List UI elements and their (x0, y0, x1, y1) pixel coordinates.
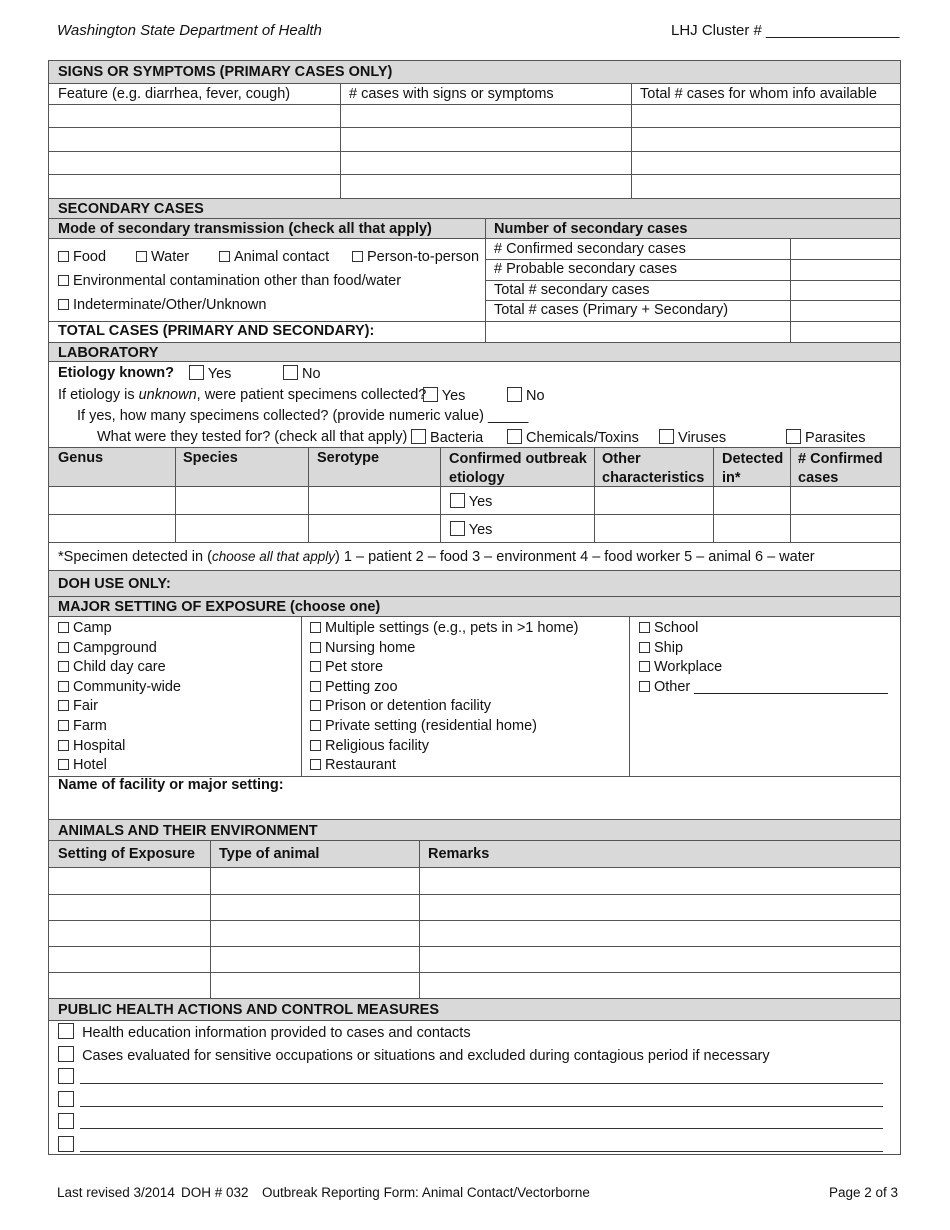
setting-option-label: Restaurant (325, 757, 396, 774)
setting-checkbox[interactable] (310, 720, 321, 731)
setting-option-label: Camp (73, 620, 112, 636)
mode-person-option[interactable] (352, 249, 479, 265)
col-genus: Genus (58, 450, 104, 466)
setting-option[interactable] (639, 658, 888, 678)
probable-secondary-input[interactable] (791, 260, 900, 279)
bacteria-label: Bacteria (430, 430, 484, 446)
col-species: Species (183, 450, 238, 466)
animal-label: Animal contact (234, 249, 330, 265)
action-other-2[interactable] (58, 1091, 74, 1109)
setting-checkbox[interactable] (639, 642, 650, 653)
setting-checkbox[interactable] (58, 681, 69, 692)
facility-name-input[interactable] (289, 777, 889, 817)
setting-checkbox[interactable] (310, 681, 321, 692)
col-serotype: Serotype (317, 450, 380, 466)
setting-option[interactable] (58, 717, 181, 737)
total-primary-secondary-label: TOTAL CASES (PRIMARY AND SECONDARY): (58, 323, 375, 339)
setting-option-label: Nursing home (325, 639, 416, 656)
bacteria-option[interactable] (411, 429, 483, 446)
col-setting-exposure: Setting of Exposure (58, 846, 195, 862)
action-other-1[interactable] (58, 1068, 74, 1086)
actions-section-header: PUBLIC HEALTH ACTIONS AND CONTROL MEASURES (49, 998, 900, 1021)
setting-option-label: Ship (654, 639, 684, 656)
setting-option[interactable] (58, 639, 181, 659)
parasites-option[interactable] (786, 429, 865, 446)
food-label: Food (73, 249, 107, 265)
setting-checkbox[interactable] (58, 720, 69, 731)
setting-option[interactable] (58, 756, 181, 776)
confirmed-secondary-label: # Confirmed secondary cases (494, 241, 686, 257)
setting-option[interactable] (639, 619, 888, 639)
specimens-yes-option[interactable] (423, 387, 465, 404)
confirmed-secondary-input[interactable] (791, 240, 900, 259)
other-action-4-checkbox[interactable] (58, 1136, 74, 1152)
health-education-label: Health education information provided to cases and contacts (82, 1025, 471, 1041)
total-secondary-input[interactable] (791, 281, 900, 300)
setting-option[interactable] (310, 639, 578, 659)
action-other-3[interactable] (58, 1113, 74, 1131)
setting-column-1 (58, 619, 181, 776)
setting-section-header: MAJOR SETTING OF EXPOSURE (choose one) (49, 597, 900, 617)
setting-option-label: Other ________________________ (654, 678, 888, 695)
setting-option[interactable] (310, 717, 578, 737)
animal-checkbox[interactable] (219, 251, 230, 262)
col-total-cases-info: Total # cases for whom info available (640, 86, 877, 102)
other-action-3-line[interactable] (80, 1128, 883, 1129)
col-feature: Feature (e.g. diarrhea, fever, cough) (58, 86, 291, 102)
other-action-2-checkbox[interactable] (58, 1091, 74, 1107)
setting-checkbox[interactable] (310, 740, 321, 751)
mode-indeterminate-option[interactable] (58, 297, 266, 313)
animal-row[interactable] (49, 869, 900, 894)
animal-row[interactable] (49, 921, 900, 946)
specimens-no-checkbox[interactable] (507, 387, 522, 402)
setting-option-label: Multiple settings (e.g., pets in >1 home) (325, 620, 579, 636)
setting-checkbox[interactable] (310, 622, 321, 633)
chemicals-checkbox[interactable] (507, 429, 522, 444)
chemicals-label: Chemicals/Toxins (526, 430, 639, 446)
agency-name: Washington State Department of Health (57, 22, 322, 39)
etiology-no-option[interactable] (283, 365, 321, 382)
footer-page-number: Page 2 of 3 (829, 1185, 899, 1200)
setting-option[interactable] (310, 737, 578, 757)
setting-option-label: Fair (73, 698, 98, 715)
person-checkbox[interactable] (352, 251, 363, 262)
bacteria-checkbox[interactable] (411, 429, 426, 444)
lab-row-2-yes-checkbox[interactable] (450, 521, 465, 536)
setting-checkbox[interactable] (58, 759, 69, 770)
viruses-label: Viruses (678, 430, 727, 446)
setting-option-label: Religious facility (325, 737, 429, 754)
setting-column-2 (310, 619, 578, 776)
sensitive-occupations-checkbox[interactable] (58, 1046, 74, 1062)
number-secondary-header: Number of secondary cases (494, 221, 688, 237)
other-action-3-checkbox[interactable] (58, 1113, 74, 1129)
health-education-checkbox[interactable] (58, 1023, 74, 1039)
etiology-yes-label: Yes (207, 366, 232, 382)
setting-option[interactable] (58, 658, 181, 678)
setting-option[interactable] (310, 678, 578, 698)
footer-doh-number: DOH # 032 (181, 1185, 249, 1200)
lab-row-1-yes-checkbox[interactable] (450, 493, 465, 508)
footer-revised: Last revised 3/2014 (57, 1185, 175, 1200)
total-cases-label: Total # cases (Primary + Secondary) (494, 302, 729, 318)
setting-option-label: Hospital (73, 737, 126, 754)
setting-checkbox[interactable] (58, 661, 69, 672)
setting-option[interactable] (58, 619, 181, 639)
setting-option-label: Hotel (73, 757, 107, 774)
lab-row-2-yes-label: Yes (468, 522, 493, 538)
setting-option-label: School (654, 620, 699, 636)
environmental-label: Environmental contamination other than food/water (73, 273, 402, 289)
etiology-no-label: No (302, 366, 321, 382)
indeterminate-label: Indeterminate/Other/Unknown (73, 297, 267, 313)
specimen-detected-footnote: *Specimen detected in (choose all that apply) 1 – patient 2 – food 3 – environment 4 – food worker 5 – animal 6 – water (58, 549, 815, 565)
setting-option-label: Community-wide (73, 678, 181, 695)
setting-option[interactable] (58, 697, 181, 717)
symptom-row[interactable] (49, 105, 340, 127)
setting-option-label: Petting zoo (325, 678, 398, 695)
etiology-known-label: Etiology known? (58, 365, 174, 381)
specimens-no-label: No (526, 388, 545, 404)
other-action-1-checkbox[interactable] (58, 1068, 74, 1084)
setting-option-label: Prison or detention facility (325, 698, 492, 715)
setting-checkbox[interactable] (310, 759, 321, 770)
specimens-yes-checkbox[interactable] (423, 387, 438, 402)
specimens-collected-question: If etiology is unknown, were patient specimens collected? (58, 387, 427, 403)
sensitive-occupations-label: Cases evaluated for sensitive occupations or situations and excluded during contagious period if necessary (82, 1048, 770, 1064)
indeterminate-checkbox[interactable] (58, 299, 69, 310)
mode-food-option[interactable] (58, 249, 106, 265)
setting-checkbox[interactable] (639, 661, 650, 672)
facility-name-label: Name of facility or major setting: (58, 777, 284, 793)
total-secondary-label: Total # secondary cases (494, 282, 650, 298)
other-action-1-line[interactable] (80, 1083, 883, 1084)
col-remarks: Remarks (428, 846, 490, 862)
etiology-yes-checkbox[interactable] (189, 365, 204, 380)
setting-checkbox[interactable] (58, 700, 69, 711)
total-primary-secondary-input[interactable] (791, 322, 900, 341)
setting-option-label: Private setting (residential home) (325, 717, 537, 734)
col-detected-in: Detected in* (722, 451, 784, 486)
symptom-row[interactable] (49, 152, 340, 174)
symptom-row[interactable] (49, 175, 340, 197)
symptom-row[interactable] (49, 128, 340, 150)
footer-form-name: Outbreak Reporting Form: Animal Contact/Vectorborne (262, 1185, 590, 1200)
setting-option[interactable] (310, 658, 578, 678)
lab-row-2-yes-option[interactable] (450, 521, 492, 538)
setting-checkbox[interactable] (310, 642, 321, 653)
etiology-no-checkbox[interactable] (283, 365, 298, 380)
total-cases-input[interactable] (791, 301, 900, 320)
symptoms-section-header: SIGNS OR SYMPTOMS (PRIMARY CASES ONLY) (49, 61, 900, 84)
setting-option-label: Pet store (325, 659, 384, 676)
mode-environmental-option[interactable] (58, 273, 401, 289)
etiology-yes-option[interactable] (189, 365, 231, 382)
setting-checkbox[interactable] (310, 700, 321, 711)
setting-option[interactable] (310, 619, 578, 639)
how-many-specimens: If yes, how many specimens collected? (provide numeric value) _____ (77, 408, 529, 424)
lab-row-1-yes-label: Yes (468, 494, 493, 510)
setting-option[interactable] (58, 737, 181, 757)
parasites-checkbox[interactable] (786, 429, 801, 444)
probable-secondary-label: # Probable secondary cases (494, 261, 677, 277)
water-label: Water (151, 249, 190, 265)
setting-checkbox[interactable] (58, 642, 69, 653)
environmental-checkbox[interactable] (58, 275, 69, 286)
viruses-option[interactable] (659, 429, 726, 446)
setting-option[interactable] (639, 639, 888, 659)
person-label: Person-to-person (367, 249, 480, 265)
setting-option-label: Farm (73, 717, 107, 734)
setting-checkbox[interactable] (639, 681, 650, 692)
other-action-4-line[interactable] (80, 1151, 883, 1152)
chemicals-option[interactable] (507, 429, 639, 446)
setting-option-label: Workplace (654, 659, 723, 676)
col-confirmed-cases: # Confirmed cases (798, 451, 883, 486)
col-other-characteristics: Other characteristics (602, 451, 705, 486)
action-health-education[interactable] (58, 1023, 471, 1041)
animal-row[interactable] (49, 895, 900, 920)
animal-row[interactable] (49, 947, 900, 972)
water-checkbox[interactable] (136, 251, 147, 262)
mode-header: Mode of secondary transmission (check all that apply) (58, 221, 432, 237)
animals-section-header: ANIMALS AND THEIR ENVIRONMENT (49, 819, 900, 841)
mode-water-option[interactable] (136, 249, 189, 265)
setting-option[interactable] (310, 756, 578, 776)
lhj-cluster-label: LHJ Cluster # ________________ (671, 22, 900, 39)
setting-option-label: Child day care (73, 659, 166, 676)
col-cases-with-symptoms: # cases with signs or symptoms (349, 86, 554, 102)
tested-for-label: What were they tested for? (check all that apply) (97, 429, 408, 445)
laboratory-section-header: LABORATORY (49, 342, 900, 362)
doh-use-only-header: DOH USE ONLY: (49, 570, 900, 597)
setting-option-label: Campground (73, 639, 157, 656)
setting-checkbox[interactable] (639, 622, 650, 633)
parasites-label: Parasites (805, 430, 866, 446)
mode-animal-option[interactable] (219, 249, 329, 265)
specimens-yes-label: Yes (441, 388, 466, 404)
other-action-2-line[interactable] (80, 1106, 883, 1107)
setting-checkbox[interactable] (58, 740, 69, 751)
setting-checkbox[interactable] (58, 622, 69, 633)
animal-row[interactable] (49, 973, 900, 998)
setting-option[interactable] (639, 678, 888, 698)
col-confirmed-etiology: Confirmed outbreak etiology (449, 451, 587, 486)
lab-row-1-yes-option[interactable] (450, 493, 492, 510)
outbreak-form (48, 60, 901, 1155)
viruses-checkbox[interactable] (659, 429, 674, 444)
setting-option[interactable] (58, 678, 181, 698)
setting-column-3 (639, 619, 888, 697)
secondary-section-header: SECONDARY CASES (49, 198, 900, 219)
col-type-animal: Type of animal (219, 846, 320, 862)
specimens-no-option[interactable] (507, 387, 545, 404)
action-other-4[interactable] (58, 1136, 74, 1154)
setting-checkbox[interactable] (310, 661, 321, 672)
setting-option[interactable] (310, 697, 578, 717)
food-checkbox[interactable] (58, 251, 69, 262)
transmission-header-bar (49, 219, 900, 239)
action-sensitive-occupations[interactable] (58, 1046, 770, 1064)
